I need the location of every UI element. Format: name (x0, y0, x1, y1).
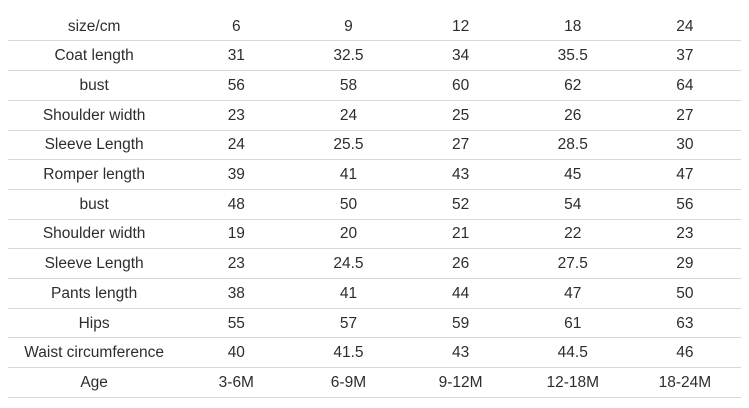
cell-value: 46 (629, 338, 741, 368)
cell-value: 48 (180, 189, 292, 219)
table-row (8, 279, 741, 309)
table-header-row (8, 12, 741, 41)
column-header-size-24: 24 (629, 12, 741, 41)
column-header-size-6: 6 (180, 12, 292, 41)
cell-value: 50 (629, 279, 741, 309)
column-header-size-9: 9 (292, 12, 404, 41)
cell-value: 26 (405, 249, 517, 279)
cell-value: 59 (405, 308, 517, 338)
cell-value: 23 (629, 219, 741, 249)
cell-value: 43 (405, 160, 517, 190)
cell-value: 27 (405, 130, 517, 160)
cell-value: 52 (405, 189, 517, 219)
cell-value: 24 (292, 100, 404, 130)
column-header-size-12: 12 (405, 12, 517, 41)
cell-value: 44.5 (517, 338, 629, 368)
cell-value: 26 (517, 100, 629, 130)
cell-value: 56 (629, 189, 741, 219)
cell-value: 57 (292, 308, 404, 338)
cell-value: 41 (292, 279, 404, 309)
row-label: Pants length (8, 279, 180, 309)
cell-value: 21 (405, 219, 517, 249)
cell-value: 47 (629, 160, 741, 190)
cell-value: 19 (180, 219, 292, 249)
row-label: Romper length (8, 160, 180, 190)
cell-value: 3-6M (180, 368, 292, 398)
table-row (8, 368, 741, 398)
row-label: Shoulder width (8, 219, 180, 249)
table-row (8, 100, 741, 130)
row-label: Shoulder width (8, 100, 180, 130)
row-label: Hips (8, 308, 180, 338)
cell-value: 23 (180, 100, 292, 130)
cell-value: 9-12M (405, 368, 517, 398)
cell-value: 6-9M (292, 368, 404, 398)
table-row (8, 219, 741, 249)
row-label: Sleeve Length (8, 249, 180, 279)
cell-value: 28.5 (517, 130, 629, 160)
cell-value: 38 (180, 279, 292, 309)
cell-value: 20 (292, 219, 404, 249)
table-row (8, 130, 741, 160)
cell-value: 32.5 (292, 41, 404, 71)
row-label: Sleeve Length (8, 130, 180, 160)
cell-value: 56 (180, 71, 292, 101)
cell-value: 64 (629, 71, 741, 101)
cell-value: 12-18M (517, 368, 629, 398)
cell-value: 25 (405, 100, 517, 130)
cell-value: 44 (405, 279, 517, 309)
cell-value: 30 (629, 130, 741, 160)
cell-value: 50 (292, 189, 404, 219)
cell-value: 41 (292, 160, 404, 190)
row-label: Age (8, 368, 180, 398)
cell-value: 27 (629, 100, 741, 130)
cell-value: 23 (180, 249, 292, 279)
cell-value: 60 (405, 71, 517, 101)
column-header-size-18: 18 (517, 12, 629, 41)
row-label: Waist circumference (8, 338, 180, 368)
cell-value: 61 (517, 308, 629, 338)
cell-value: 55 (180, 308, 292, 338)
cell-value: 41.5 (292, 338, 404, 368)
cell-value: 54 (517, 189, 629, 219)
table-row (8, 338, 741, 368)
cell-value: 18-24M (629, 368, 741, 398)
cell-value: 24 (180, 130, 292, 160)
cell-value: 37 (629, 41, 741, 71)
table-row (8, 71, 741, 101)
column-header-measure: size/cm (8, 12, 180, 41)
table-row (8, 308, 741, 338)
table-row (8, 189, 741, 219)
table-row (8, 249, 741, 279)
table-body (8, 12, 741, 398)
cell-value: 58 (292, 71, 404, 101)
cell-value: 40 (180, 338, 292, 368)
cell-value: 62 (517, 71, 629, 101)
row-label: bust (8, 189, 180, 219)
row-label: bust (8, 71, 180, 101)
cell-value: 25.5 (292, 130, 404, 160)
cell-value: 47 (517, 279, 629, 309)
cell-value: 43 (405, 338, 517, 368)
cell-value: 34 (405, 41, 517, 71)
cell-value: 29 (629, 249, 741, 279)
cell-value: 45 (517, 160, 629, 190)
cell-value: 39 (180, 160, 292, 190)
cell-value: 24.5 (292, 249, 404, 279)
table-row (8, 41, 741, 71)
table-row (8, 160, 741, 190)
cell-value: 63 (629, 308, 741, 338)
row-label: Coat length (8, 41, 180, 71)
cell-value: 27.5 (517, 249, 629, 279)
cell-value: 22 (517, 219, 629, 249)
cell-value: 35.5 (517, 41, 629, 71)
size-chart-table (8, 12, 741, 398)
cell-value: 31 (180, 41, 292, 71)
